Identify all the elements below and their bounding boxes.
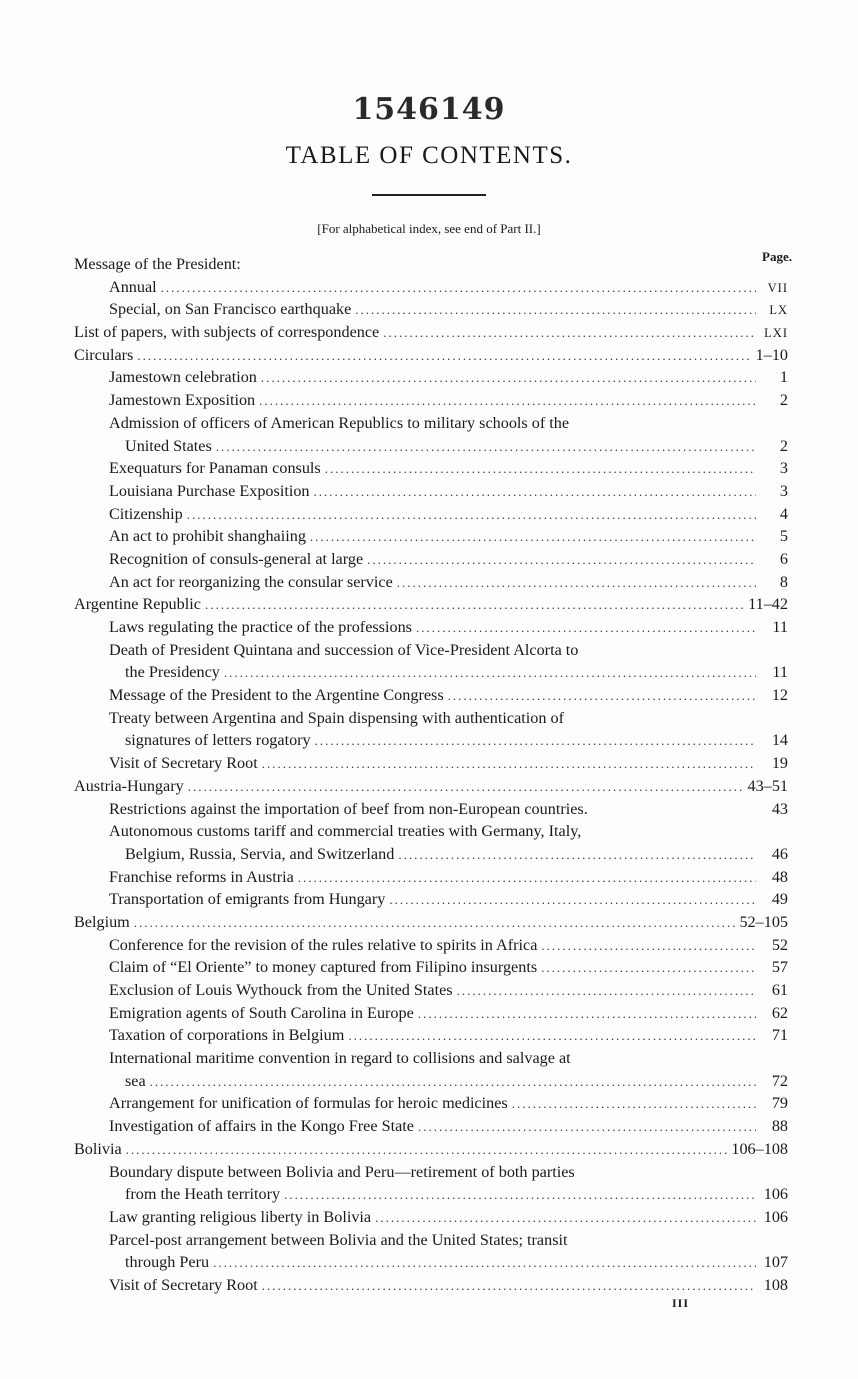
toc-entry xyxy=(74,503,788,526)
toc-entry-page: 108 xyxy=(763,1275,788,1294)
toc-entry-title: Circulars xyxy=(74,345,134,364)
toc-entry-title: Exclusion of Louis Wythouck from the United States xyxy=(109,981,453,999)
toc-entry xyxy=(74,843,788,866)
dot-leader xyxy=(150,1071,756,1094)
toc-entry xyxy=(74,1047,788,1070)
toc-entry-page: 107 xyxy=(763,1253,788,1272)
dot-leader xyxy=(188,776,744,799)
toc-entry xyxy=(74,911,788,934)
dot-leader xyxy=(187,504,756,527)
dot-leader xyxy=(213,1252,756,1275)
toc-entry-title: Treaty between Argentina and Spain dispensing with authentication of xyxy=(109,708,564,727)
dot-leader xyxy=(126,1139,728,1162)
toc-entry-title: Austria-Hungary xyxy=(74,776,184,795)
toc-entry-page: LXI xyxy=(764,326,788,341)
toc-entry-title: from the Heath territory xyxy=(125,1185,281,1204)
toc-entry-title: Admission of officers of American Republics to military schools of the xyxy=(109,413,570,432)
toc-entry-page: 1 xyxy=(779,368,788,387)
toc-entry xyxy=(74,979,788,1002)
dot-leader xyxy=(310,526,756,549)
toc-entry-title: Taxation of corporations in Belgium xyxy=(109,1026,345,1045)
dot-leader xyxy=(355,299,756,322)
toc-entry-page: 11 xyxy=(772,663,788,682)
toc-entry-page: 106 xyxy=(763,1207,788,1226)
accession-stamp: 1546149 xyxy=(352,92,506,127)
toc-entry-title: Investigation of affairs in the Kongo Free State xyxy=(109,1117,414,1136)
dot-leader xyxy=(315,730,756,753)
toc-entry-title: Visit of Secretary Root xyxy=(109,754,258,773)
toc-entry xyxy=(74,956,788,979)
toc-entry-title: Argentine Republic xyxy=(74,595,201,614)
toc-entry-title: United States xyxy=(125,436,212,455)
toc-entry xyxy=(74,820,788,843)
toc-entry xyxy=(74,1229,788,1252)
dot-leader xyxy=(541,935,756,958)
toc-entry xyxy=(74,389,788,412)
toc-entry xyxy=(74,593,788,616)
toc-entry xyxy=(74,1251,788,1274)
dot-leader xyxy=(298,867,756,890)
toc-entry-title: Restrictions against the importation of beef from non-European countries. xyxy=(109,799,588,818)
toc-entry-title: Annual xyxy=(109,277,157,296)
toc-entry-page: 12 xyxy=(771,686,788,705)
toc-entry-title: Transportation of emigrants from Hungary xyxy=(109,890,386,909)
toc-entry-title: Exequaturs for Panaman consuls xyxy=(109,459,321,478)
toc-entry xyxy=(74,1183,788,1206)
toc-entry-page: 1–10 xyxy=(755,345,788,364)
toc-entry xyxy=(74,298,788,321)
toc-entry-page: 49 xyxy=(771,890,788,909)
toc-entry-title: the Presidency xyxy=(125,663,220,682)
toc-entry xyxy=(74,1206,788,1229)
toc-entry xyxy=(74,684,788,707)
toc-entry-page: 62 xyxy=(771,1003,788,1022)
toc-entry-title: List of papers, with subjects of correspondence xyxy=(74,323,380,342)
toc-entry-title: through Peru xyxy=(125,1253,210,1272)
toc-entry-page: 6 xyxy=(779,549,788,568)
toc-entry xyxy=(74,639,788,662)
dot-leader xyxy=(314,481,756,504)
dot-leader xyxy=(367,549,756,572)
dot-leader xyxy=(512,1093,756,1116)
toc-entry xyxy=(74,1070,788,1093)
dot-leader xyxy=(541,957,756,980)
toc-entry-title: An act to prohibit shanghaiing xyxy=(109,527,306,546)
toc-entry-title: Louisiana Purchase Exposition xyxy=(109,481,310,500)
toc-entry-title: Autonomous customs tariff and commercial treaties with Germany, Italy, xyxy=(109,822,582,841)
dot-leader xyxy=(262,1275,756,1298)
toc-entry-page: 52–105 xyxy=(739,912,788,931)
toc-entry-title: Jamestown Exposition xyxy=(109,391,256,410)
toc-entry-page: 14 xyxy=(771,731,788,750)
toc-entry xyxy=(74,1115,788,1138)
toc-entry-title: Citizenship xyxy=(109,504,183,523)
toc-entry-title: Arrangement for unification of formulas for heroic medicines xyxy=(109,1094,508,1113)
toc-entry xyxy=(74,366,788,389)
dot-leader xyxy=(284,1184,756,1207)
toc-entry-title: Visit of Secretary Root xyxy=(109,1275,258,1294)
toc-entry-page: 4 xyxy=(779,504,788,523)
toc-entry-page: 72 xyxy=(771,1071,788,1090)
toc-entry xyxy=(74,548,788,571)
toc-entry xyxy=(74,571,788,594)
toc-entry xyxy=(74,866,788,889)
toc-entry-page: 2 xyxy=(779,391,788,410)
toc-entry xyxy=(74,276,788,299)
toc-entry-page: LX xyxy=(769,303,788,318)
toc-entry-page: 11–42 xyxy=(748,595,788,614)
toc-entry-title: Boundary dispute between Bolivia and Peru—retirement of both parties xyxy=(109,1162,575,1181)
toc-entry-page: 11 xyxy=(772,618,788,636)
toc-entry-page: 2 xyxy=(779,436,788,455)
toc-entry xyxy=(74,616,788,639)
toc-entry xyxy=(74,1092,788,1115)
toc-entry-title: Franchise reforms in Austria xyxy=(109,867,294,886)
toc-entry-page: 71 xyxy=(771,1026,788,1045)
toc-entry xyxy=(74,1274,788,1297)
toc-entry-page: 8 xyxy=(779,572,788,591)
toc-entry xyxy=(74,480,788,503)
dot-leader xyxy=(261,367,756,390)
table-of-contents xyxy=(74,253,788,1297)
toc-entry-page: 3 xyxy=(779,459,788,478)
toc-entry xyxy=(74,1002,788,1025)
dot-leader xyxy=(397,572,756,595)
toc-entry-title: Emigration agents of South Carolina in Europe xyxy=(109,1003,414,1022)
toc-entry-title: Law granting religious liberty in Bolivia xyxy=(109,1207,372,1226)
toc-entry-title: sea xyxy=(125,1071,146,1090)
toc-entry-page: 43–51 xyxy=(747,776,788,795)
toc-entry-page: 52 xyxy=(771,935,788,954)
toc-entry-page: 3 xyxy=(779,481,788,500)
toc-entry xyxy=(74,934,788,957)
dot-leader xyxy=(259,390,756,413)
toc-entry xyxy=(74,344,788,367)
toc-entry-title: International maritime convention in regard to collisions and salvage at xyxy=(109,1049,571,1068)
toc-entry-page: 5 xyxy=(779,527,788,546)
dot-leader xyxy=(216,436,756,459)
toc-entry-title: Laws regulating the practice of the professions xyxy=(109,618,412,636)
toc-entry-page: 106–108 xyxy=(731,1139,788,1158)
toc-entry xyxy=(74,798,788,821)
toc-entry-title: An act for reorganizing the consular service xyxy=(109,572,393,591)
toc-entry xyxy=(74,1161,788,1184)
toc-entry-title: signatures of letters rogatory xyxy=(125,731,311,750)
toc-entry xyxy=(74,888,788,911)
index-note: [For alphabetical index, see end of Part II.] xyxy=(317,221,541,236)
toc-entry xyxy=(74,729,788,752)
toc-entry-title: Jamestown celebration xyxy=(109,368,257,387)
toc-entry-page: 61 xyxy=(771,981,788,999)
page-title: TABLE OF CONTENTS. xyxy=(285,142,573,169)
dot-leader xyxy=(418,1003,756,1026)
toc-entry-page: 48 xyxy=(771,867,788,886)
dot-leader xyxy=(325,458,756,481)
toc-entry-title: Claim of “El Oriente” to money captured from Filipino insurgents xyxy=(109,958,538,977)
toc-entry-page: 57 xyxy=(771,958,788,977)
dot-leader xyxy=(348,1025,756,1048)
dot-leader xyxy=(134,912,736,935)
toc-entry xyxy=(74,412,788,435)
toc-entry xyxy=(74,752,788,775)
toc-entry-page: 46 xyxy=(771,844,788,863)
toc-entry-title: Conference for the revision of the rules relative to spirits in Africa xyxy=(109,935,538,954)
dot-leader xyxy=(137,345,751,368)
toc-entry-title: Message of the President to the Argentine Congress xyxy=(109,686,444,705)
dot-leader xyxy=(383,322,756,345)
dot-leader xyxy=(418,1116,756,1139)
toc-entry-title: Belgium xyxy=(74,912,130,931)
toc-entry-title: Special, on San Francisco earthquake xyxy=(109,300,352,319)
page-folio: III xyxy=(672,1296,690,1310)
toc-entry-page: VII xyxy=(767,280,788,295)
title-rule xyxy=(372,194,486,196)
toc-entry-title: Message of the President: xyxy=(74,255,241,273)
toc-entry xyxy=(74,457,788,480)
dot-leader xyxy=(262,753,756,776)
dot-leader xyxy=(224,662,756,685)
toc-entry xyxy=(74,253,788,276)
toc-entry-title: Parcel-post arrangement between Bolivia and the United States; transit xyxy=(109,1230,568,1249)
dot-leader xyxy=(375,1207,756,1230)
dot-leader xyxy=(448,685,756,708)
dot-leader xyxy=(389,889,756,912)
dot-leader xyxy=(398,844,756,867)
dot-leader xyxy=(161,277,756,300)
toc-entry xyxy=(74,525,788,548)
dot-leader xyxy=(205,594,744,617)
toc-entry-page: 43 xyxy=(771,799,788,818)
toc-entry-title: Recognition of consuls-general at large xyxy=(109,549,364,568)
toc-entry-title: Bolivia xyxy=(74,1139,122,1158)
toc-entry-page: 88 xyxy=(771,1117,788,1136)
toc-entry xyxy=(74,707,788,730)
dot-leader xyxy=(457,980,756,1003)
toc-entry-title: Belgium, Russia, Servia, and Switzerland xyxy=(125,844,395,863)
toc-entry-page: 79 xyxy=(771,1094,788,1113)
toc-entry xyxy=(74,661,788,684)
toc-entry-page: 19 xyxy=(771,754,788,773)
page-column-label: Page. xyxy=(762,249,792,264)
dot-leader xyxy=(416,617,756,640)
toc-entry-title: Death of President Quintana and succession of Vice-President Alcorta to xyxy=(109,640,579,659)
toc-entry xyxy=(74,1138,788,1161)
toc-entry xyxy=(74,321,788,344)
toc-entry xyxy=(74,775,788,798)
toc-entry xyxy=(74,1024,788,1047)
toc-entry-page: 106 xyxy=(763,1185,788,1204)
toc-entry xyxy=(74,435,788,458)
